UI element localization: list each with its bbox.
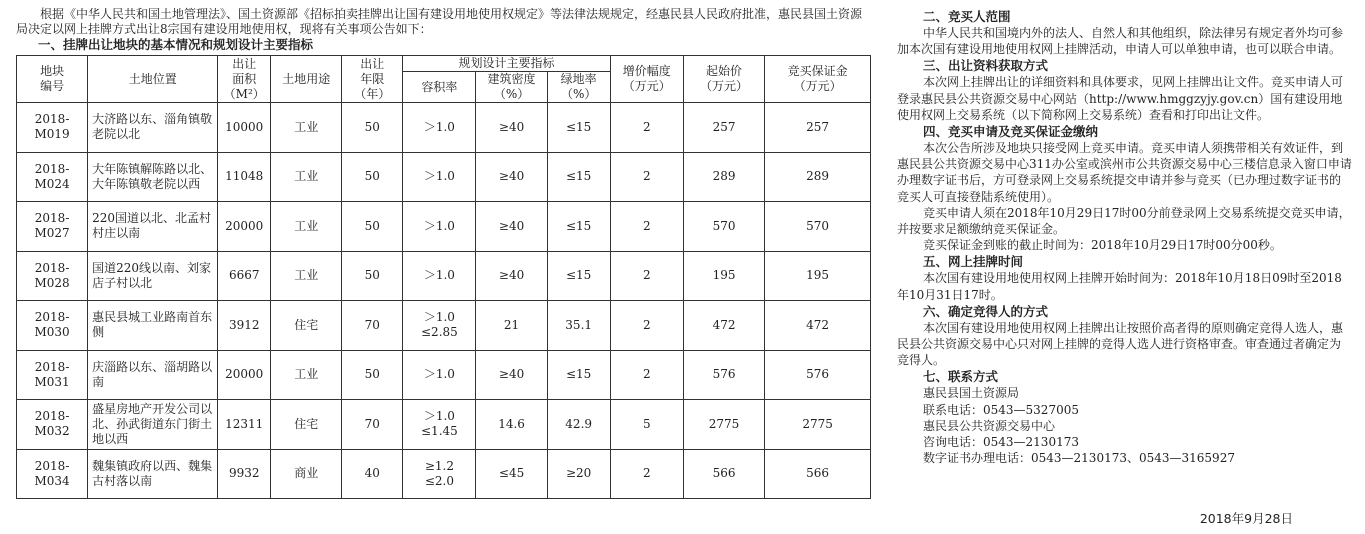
cell-term: 40 [342,449,403,499]
announcement-date: 2018年9月28日 [1199,511,1293,526]
cell-area: 6667 [218,251,271,301]
table-row [17,400,871,450]
section-7-title: 七、联系方式 [923,369,999,385]
cell-term: 50 [342,103,403,153]
cell-term: 50 [342,251,403,301]
cell-deposit: 2775 [765,400,871,450]
table-row [17,251,871,301]
header-density: 建筑密度 （%） [476,72,547,103]
table-row [17,152,871,202]
cell-area: 11048 [218,152,271,202]
cell-deposit: 566 [765,449,871,499]
cell-area: 20000 [218,350,271,400]
cell-green: ≤15 [547,152,610,202]
header-area: 出让 面积 （M²） [218,56,271,103]
cell-far: ＞1.0 [403,103,476,153]
table-row [17,350,871,400]
cell-start-price: 576 [683,350,764,400]
cell-start-price: 570 [683,202,764,252]
cell-increment: 2 [610,202,683,252]
cell-density: 14.6 [476,400,547,450]
cell-term: 70 [342,400,403,450]
section-1-title: 一、挂牌出让地块的基本情况和规划设计主要指标 [38,37,314,52]
cell-deposit: 570 [765,202,871,252]
table-row [17,103,871,153]
cell-location: 大年陈镇解陈路以北、大年陈镇敬老院以西 [88,152,218,202]
table-row [17,301,871,351]
cell-start-price: 566 [683,449,764,499]
cell-area: 12311 [218,400,271,450]
cell-increment: 2 [610,251,683,301]
header-code: 地块 编号 [17,56,88,103]
cell-increment: 2 [610,449,683,499]
section-6-text: 本次国有建设用地使用权网上挂牌出让按照价高者得的原则确定竞得人选人，惠民县公共资源交易中心只对网上挂牌的竞得人选人进行资格审查。审查通过者确定为竞得人。 [897,320,1344,368]
contact-cert-phone: 数字证书办理电话：0543—2130173、0543—3165927 [923,451,1235,466]
cell-increment: 5 [610,400,683,450]
header-green: 绿地率 （%） [547,72,610,103]
cell-start-price: 195 [683,251,764,301]
cell-density: ≤45 [476,449,547,499]
cell-use: 商业 [271,449,342,499]
contact-phone-1: 联系电话：0543—5327005 [923,402,1079,417]
cell-area: 3912 [218,301,271,351]
cell-location: 国道220线以南、刘家店子村以北 [88,251,218,301]
cell-location: 惠民县城工业路南首东侧 [88,301,218,351]
table-row [17,202,871,252]
cell-code: 2018- M027 [17,202,88,252]
cell-code: 2018- M034 [17,449,88,499]
cell-green: 42.9 [547,400,610,450]
cell-term: 50 [342,350,403,400]
cell-deposit: 576 [765,350,871,400]
cell-increment: 2 [610,350,683,400]
cell-green: ≤15 [547,103,610,153]
header-start-price: 起始价 （万元） [683,56,764,103]
section-6-title: 六、确定竞得人的方式 [923,303,1049,319]
cell-far: ≥1.2 ≤2.0 [403,449,476,499]
cell-location: 盛星房地产开发公司以北、孙武街道东门街土地以西 [88,400,218,450]
cell-deposit: 257 [765,103,871,153]
cell-green: ≤15 [547,202,610,252]
cell-use: 工业 [271,202,342,252]
cell-density: ≥40 [476,251,547,301]
cell-green: ≤15 [547,251,610,301]
cell-deposit: 472 [765,301,871,351]
cell-location: 大济路以东、淄角镇敬老院以北 [88,103,218,153]
land-parcels-table [16,55,871,499]
cell-increment: 2 [610,103,683,153]
cell-density: ≥40 [476,152,547,202]
section-4-title: 四、竞买申请及竞买保证金缴纳 [923,124,1099,140]
cell-use: 工业 [271,251,342,301]
cell-start-price: 289 [683,152,764,202]
cell-area: 20000 [218,202,271,252]
cell-term: 50 [342,152,403,202]
cell-code: 2018- M030 [17,301,88,351]
cell-density: ≥40 [476,350,547,400]
cell-code: 2018- M032 [17,400,88,450]
section-4-text-1: 本次公告所涉及地块只接受网上竞买申请。竞买申请人须携带相关有效证件，到惠民县公共资源交易中心311办公室或滨州市公共资源交易中心三楼信息录入窗口申请办理数字证书后，方可登录网上交易系统提交申请并参与竞买（已办理过数字证书的竞买人可直接登陆系统使用）。 [897,141,1352,204]
section-3-text: 本次网上挂牌出让的详细资料和具体要求，见网上挂牌出让文件。竞买申请人可登录惠民县公共资源交易中心网站（http://www.hmggzyjy.gov.cn）国有建设用地使用权网上交易系统（以下简称网上交易系统）查看和打印出让文件。 [897,75,1344,122]
cell-code: 2018- M028 [17,251,88,301]
cell-far: ＞1.0 ≤2.85 [403,301,476,351]
cell-increment: 2 [610,152,683,202]
header-deposit: 竞买保证金 （万元） [765,56,871,103]
cell-area: 10000 [218,103,271,153]
contact-phone-2: 咨询电话：0543—2130173 [923,435,1079,450]
header-term: 出让 年限 （年） [342,56,403,103]
contact-land-bureau: 惠民县国土资源局 [923,386,1020,401]
cell-deposit: 289 [765,152,871,202]
table-row [17,449,871,499]
cell-code: 2018- M031 [17,350,88,400]
cell-deposit: 195 [765,251,871,301]
section-5-title: 五、网上挂牌时间 [923,254,1024,270]
cell-code: 2018- M024 [17,152,88,202]
cell-start-price: 2775 [683,400,764,450]
section-5-text: 本次国有建设用地使用权网上挂牌开始时间为：2018年10月18日09时至2018年10月31日17时。 [897,271,1342,302]
cell-use: 住宅 [271,301,342,351]
cell-use: 工业 [271,152,342,202]
header-increment: 增价幅度 （万元） [610,56,683,103]
cell-start-price: 472 [683,301,764,351]
header-use: 土地用途 [271,56,342,103]
header-location: 土地位置 [88,56,218,103]
section-3-title: 三、出让资料获取方式 [923,58,1049,74]
cell-green: ≤15 [547,350,610,400]
cell-use: 工业 [271,103,342,153]
cell-green: 35.1 [547,301,610,351]
header-plan-group: 规划设计主要指标 [403,56,610,72]
section-4-text-2: 竞买申请人须在2018年10月29日17时00分前登录网上交易系统提交竞买申请，并按要求足额缴纳竞买保证金。 [897,205,1351,237]
header-far: 容积率 [403,72,476,103]
contact-trading-center: 惠民县公共资源交易中心 [923,418,1056,433]
cell-far: ＞1.0 [403,251,476,301]
cell-code: 2018- M019 [17,103,88,153]
section-2-title: 二、竞买人范围 [923,9,1011,24]
cell-use: 住宅 [271,400,342,450]
left-column [16,7,872,499]
cell-use: 工业 [271,350,342,400]
cell-location: 220国道以北、北孟村村庄以南 [88,202,218,252]
cell-area: 9932 [218,449,271,499]
cell-term: 70 [342,301,403,351]
right-column [897,8,1352,466]
cell-density: ≥40 [476,202,547,252]
cell-far: ＞1.0 ≤1.45 [403,400,476,450]
section-2-text: 中华人民共和国境内外的法人、自然人和其他组织，除法律另有规定者外均可参加本次国有建设用地使用权网上挂牌活动，申请人可以单独申请，也可以联合申请。 [897,26,1344,57]
cell-density: 21 [476,301,547,351]
cell-far: ＞1.0 [403,202,476,252]
cell-location: 魏集镇政府以西、魏集古村落以南 [88,449,218,499]
cell-increment: 2 [610,301,683,351]
cell-start-price: 257 [683,103,764,153]
cell-term: 50 [342,202,403,252]
intro-paragraph: 根据《中华人民共和国土地管理法》、国土资源部《招标拍卖挂牌出让国有建设用地使用权规定》等法律法规规定，经惠民县人民政府批准，惠民县国土资源局决定以网上挂牌方式出让8宗国有建设用地使用权，现将有关事项公告如下： [16,7,863,36]
cell-density: ≥40 [476,103,547,153]
cell-far: ＞1.0 [403,350,476,400]
cell-green: ≥20 [547,449,610,499]
section-4-text-3: 竞买保证金到账的截止时间为：2018年10月29日17时00分00秒。 [923,238,1282,253]
cell-far: ＞1.0 [403,152,476,202]
cell-location: 庆淄路以东、淄胡路以南 [88,350,218,400]
